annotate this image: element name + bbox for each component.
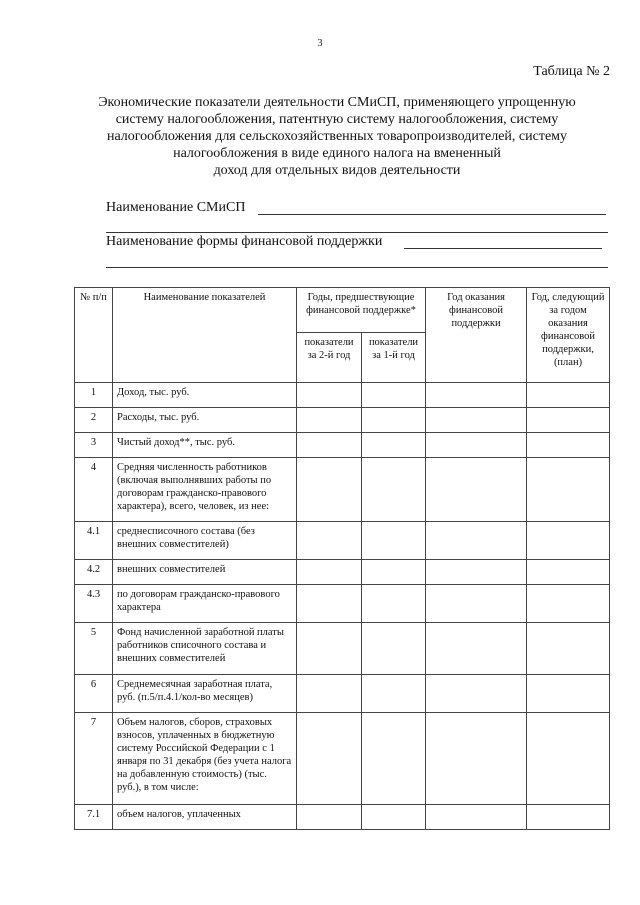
cell-support-year[interactable] (426, 458, 527, 522)
row-number: 7 (75, 713, 113, 805)
row-name: Объем налогов, сборов, страховых взносов, уплаченных в бюджетную систему Российской Федерации с 1 января по 31 декабря (без учета налога на добавленную стоимость) (тыс. руб.), в том числе: (113, 713, 297, 805)
cell-year-1[interactable] (362, 805, 426, 830)
cell-year-2[interactable] (297, 805, 362, 830)
cell-next-year[interactable] (527, 408, 610, 433)
cell-year-2[interactable] (297, 585, 362, 623)
row-name: Расходы, тыс. руб. (113, 408, 297, 433)
row-name: объем налогов, уплаченных (113, 805, 297, 830)
cell-year-1[interactable] (362, 433, 426, 458)
row-number: 4.2 (75, 560, 113, 585)
table-row (75, 623, 610, 675)
header-year-1: показатели за 1-й год (362, 333, 426, 383)
row-number: 7.1 (75, 805, 113, 830)
row-number: 4.1 (75, 522, 113, 560)
cell-support-year[interactable] (426, 623, 527, 675)
cell-year-2[interactable] (297, 458, 362, 522)
cell-next-year[interactable] (527, 433, 610, 458)
cell-year-1[interactable] (362, 458, 426, 522)
cell-year-2[interactable] (297, 713, 362, 805)
cell-year-1[interactable] (362, 675, 426, 713)
cell-year-2[interactable] (297, 675, 362, 713)
cell-next-year[interactable] (527, 713, 610, 805)
row-name: Чистый доход**, тыс. руб. (113, 433, 297, 458)
row-name: Средняя численность работников (включая выполнявших работы по договорам гражданско-правового характера), всего, человек, из нее: (113, 458, 297, 522)
table-row (75, 458, 610, 522)
cell-year-2[interactable] (297, 522, 362, 560)
cell-support-year[interactable] (426, 805, 527, 830)
header-year-2: показатели за 2-й год (297, 333, 362, 383)
smsp-name-label: Наименование СМиСП (106, 200, 246, 215)
title-line: налогообложения в виде единого налога на вмененный (173, 146, 501, 161)
cell-year-1[interactable] (362, 585, 426, 623)
table-row (75, 383, 610, 408)
header-next-year: Год, следующий за годом оказания финансовой поддержки, (план) (527, 288, 610, 383)
table-label: Таблица № 2 (533, 64, 610, 79)
cell-support-year[interactable] (426, 433, 527, 458)
cell-year-1[interactable] (362, 383, 426, 408)
table-row (75, 675, 610, 713)
title-line: Экономические показатели деятельности СМиСП, применяющего упрощенную (98, 95, 576, 110)
support-form-field[interactable] (404, 248, 602, 249)
title-line: налогообложения для сельскохозяйственных товаропроизводителей, систему (106, 129, 568, 144)
cell-next-year[interactable] (527, 585, 610, 623)
cell-year-2[interactable] (297, 383, 362, 408)
cell-next-year[interactable] (527, 675, 610, 713)
indicators-table (74, 287, 610, 830)
cell-support-year[interactable] (426, 675, 527, 713)
cell-support-year[interactable] (426, 383, 527, 408)
title-line: систему налогообложения, патентную систему налогообложения, систему (115, 112, 559, 127)
row-name: внешних совместителей (113, 560, 297, 585)
cell-next-year[interactable] (527, 458, 610, 522)
table-row (75, 408, 610, 433)
header-prev-years: Годы, предшествующие финансовой поддержке* (297, 288, 426, 333)
row-number: 3 (75, 433, 113, 458)
cell-year-2[interactable] (297, 433, 362, 458)
row-number: 1 (75, 383, 113, 408)
row-number: 4 (75, 458, 113, 522)
support-form-label: Наименование формы финансовой поддержки (106, 234, 383, 249)
row-name: Доход, тыс. руб. (113, 383, 297, 408)
cell-support-year[interactable] (426, 560, 527, 585)
row-number: 5 (75, 623, 113, 675)
table-row (75, 522, 610, 560)
table-row (75, 560, 610, 585)
cell-support-year[interactable] (426, 585, 527, 623)
header-support-year: Год оказания финансовой поддержки (426, 288, 527, 383)
row-number: 2 (75, 408, 113, 433)
row-name: Фонд начисленной заработной платы работников списочного состава и внешних совместителей (113, 623, 297, 675)
row-name: Среднемесячная заработная плата, руб. (п.5/п.4.1/кол-во месяцев) (113, 675, 297, 713)
row-name: по договорам гражданско-правового характера (113, 585, 297, 623)
row-name: среднесписочного состава (без внешних совместителей) (113, 522, 297, 560)
row-number: 4.3 (75, 585, 113, 623)
support-form-field-line2[interactable] (106, 267, 608, 268)
header-name: Наименование показателей (113, 288, 297, 383)
row-number: 6 (75, 675, 113, 713)
cell-next-year[interactable] (527, 805, 610, 830)
cell-year-1[interactable] (362, 408, 426, 433)
cell-next-year[interactable] (527, 623, 610, 675)
cell-support-year[interactable] (426, 713, 527, 805)
cell-support-year[interactable] (426, 408, 527, 433)
cell-support-year[interactable] (426, 522, 527, 560)
cell-year-1[interactable] (362, 522, 426, 560)
table-row (75, 585, 610, 623)
page-number: 3 (317, 38, 323, 49)
title-line: доход для отдельных видов деятельности (213, 163, 461, 178)
document-title (72, 94, 602, 179)
cell-year-1[interactable] (362, 713, 426, 805)
cell-year-2[interactable] (297, 408, 362, 433)
cell-next-year[interactable] (527, 522, 610, 560)
cell-year-2[interactable] (297, 560, 362, 585)
cell-next-year[interactable] (527, 383, 610, 408)
smsp-name-field[interactable] (258, 214, 606, 215)
table-row (75, 713, 610, 805)
smsp-name-field-line2[interactable] (106, 232, 608, 233)
cell-year-1[interactable] (362, 560, 426, 585)
table-row (75, 433, 610, 458)
header-num: № п/п (75, 288, 113, 383)
cell-year-2[interactable] (297, 623, 362, 675)
cell-next-year[interactable] (527, 560, 610, 585)
cell-year-1[interactable] (362, 623, 426, 675)
table-row (75, 805, 610, 830)
